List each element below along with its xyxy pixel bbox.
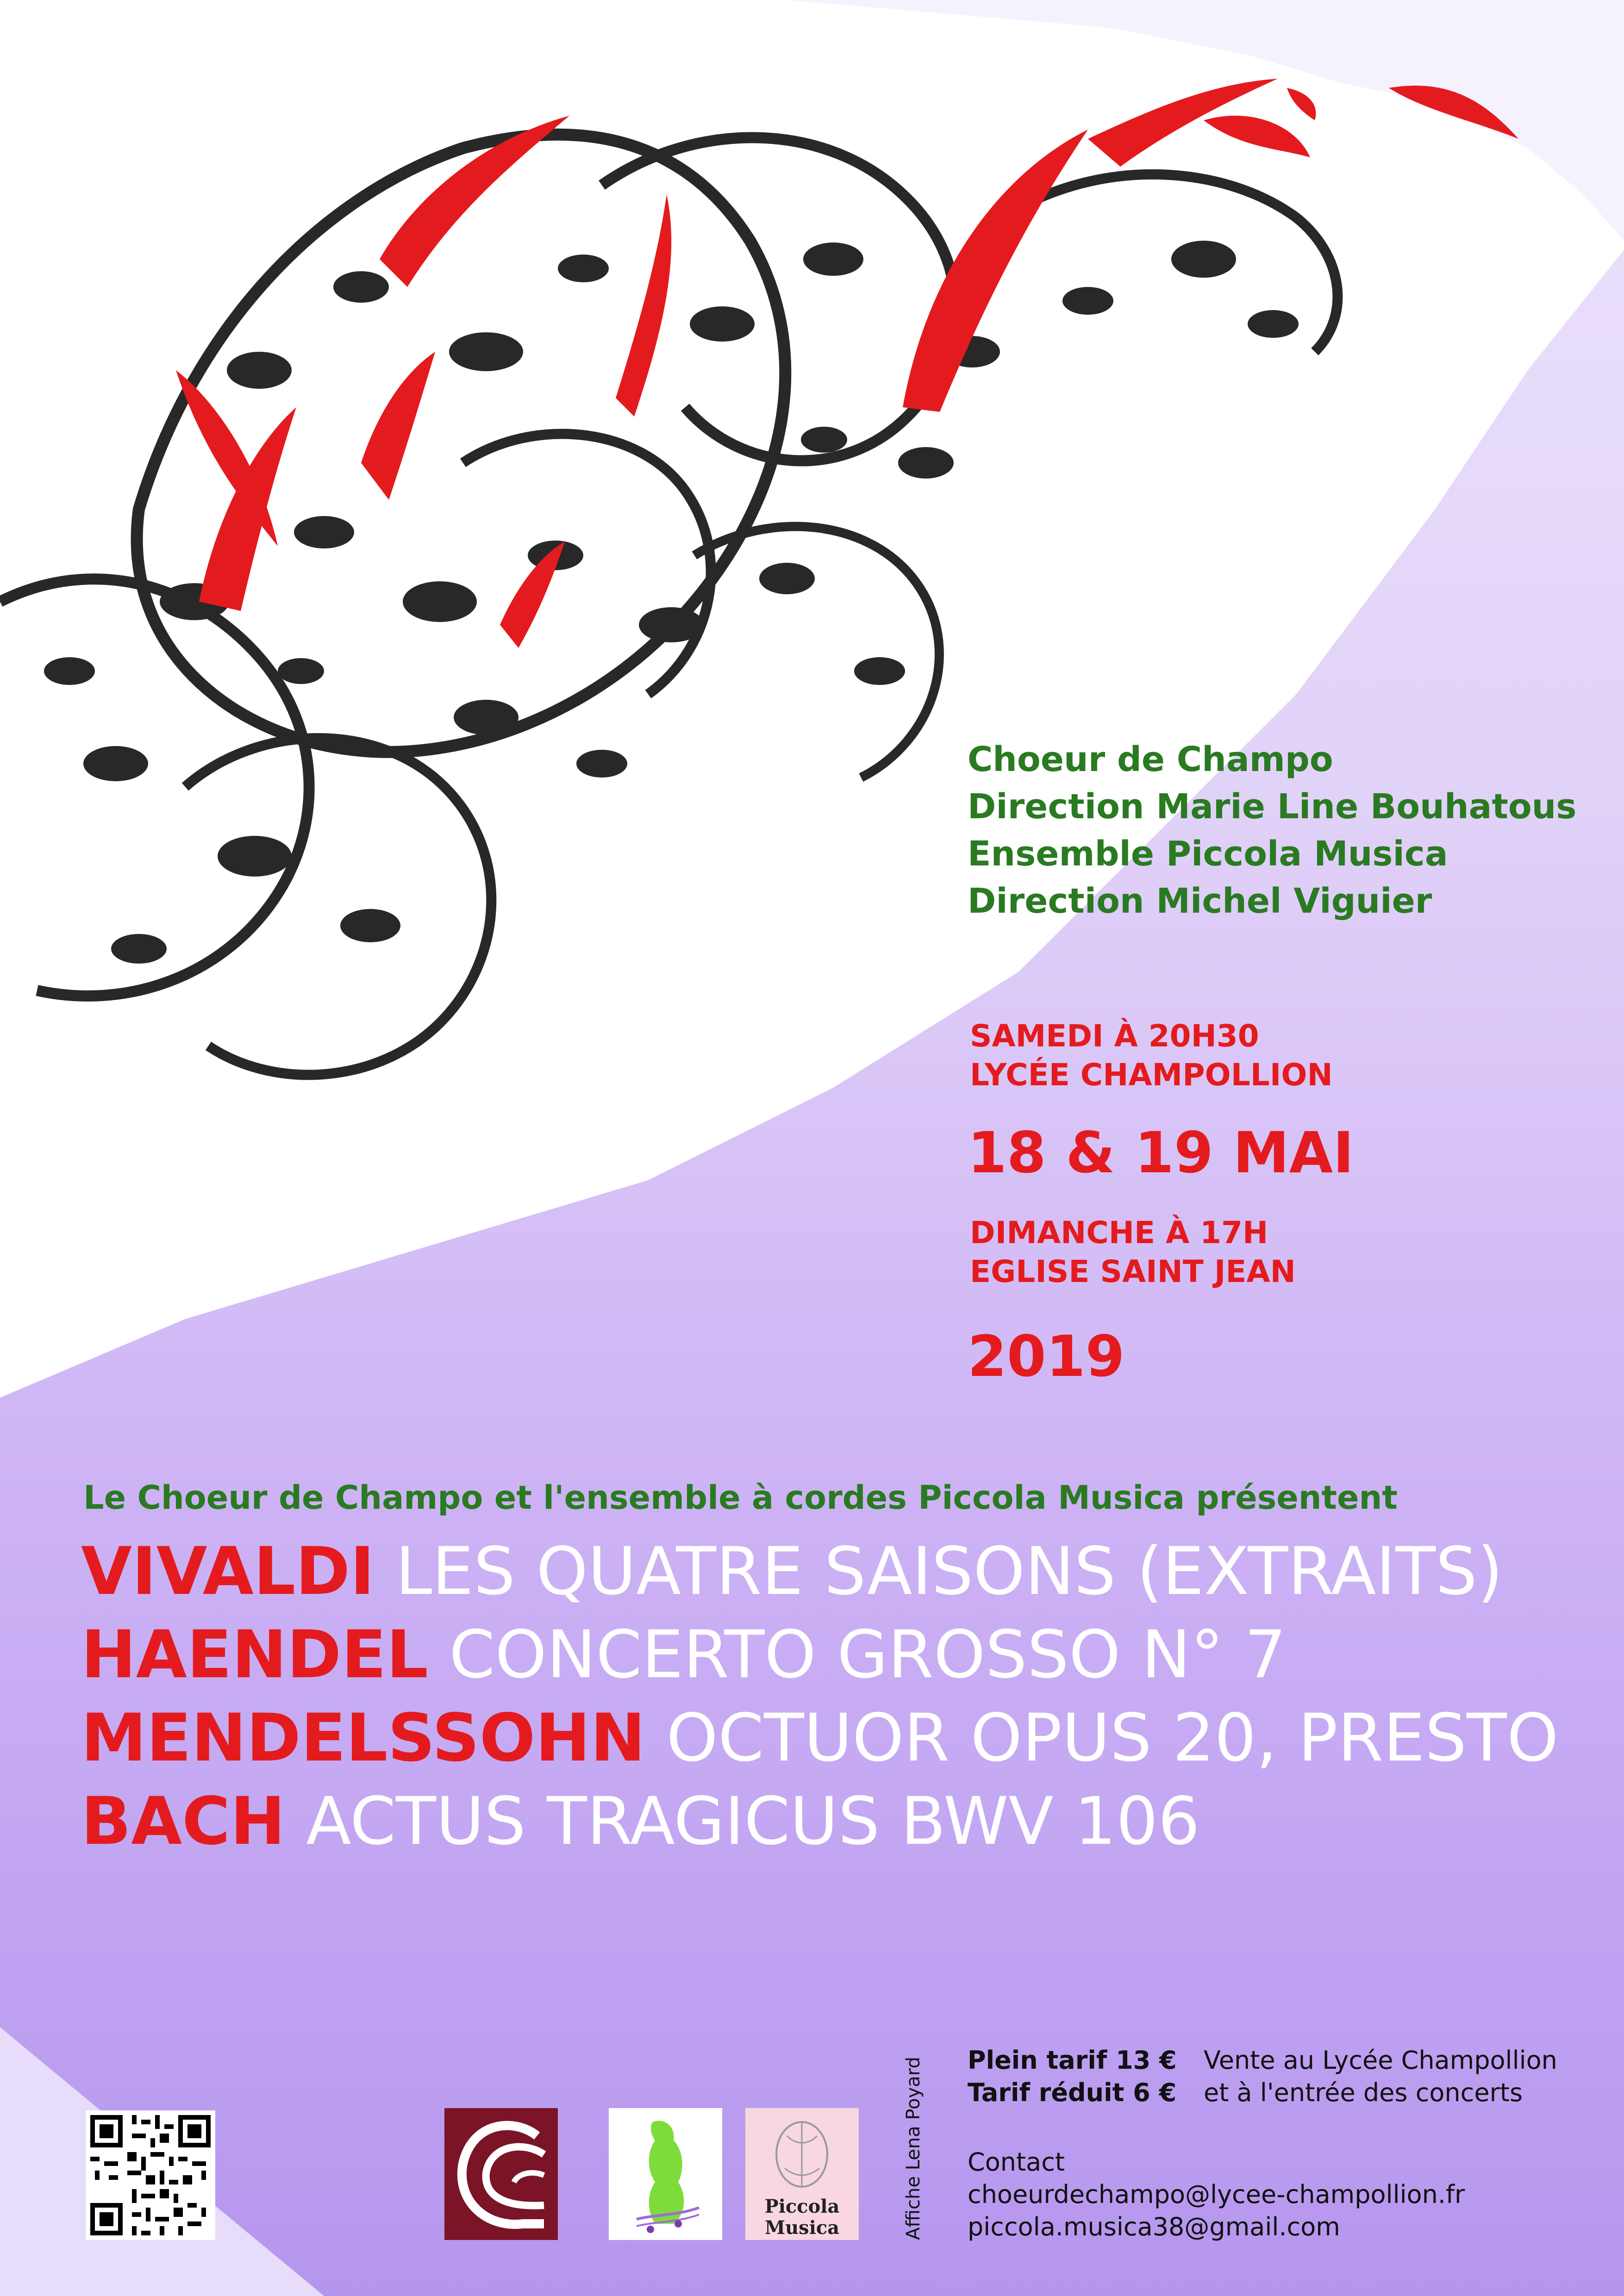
piccola-musica-logo-text xyxy=(745,2196,859,2239)
director-line: Direction Michel Viguier xyxy=(968,881,1432,921)
program-line xyxy=(81,1533,1503,1610)
sunday-venue: EGLISE SAINT JEAN xyxy=(970,1254,1296,1289)
work-title: CONCERTO GROSSO N° 7 xyxy=(449,1617,1287,1693)
directors-block xyxy=(968,736,1576,925)
piccola-musica-logo xyxy=(745,2108,859,2240)
director-line: Ensemble Piccola Musica xyxy=(968,834,1448,874)
contact-email-choeur[interactable]: choeurdechampo@lycee-champollion.fr xyxy=(968,2180,1465,2209)
piccola-line1: Piccola xyxy=(764,2196,840,2217)
violinist-statue-logo xyxy=(609,2108,722,2240)
composer-name: MENDELSSOHN xyxy=(81,1700,646,1776)
saturday-venue: LYCÉE CHAMPOLLION xyxy=(970,1057,1333,1093)
composer-name: HAENDEL xyxy=(81,1617,428,1693)
saturday-time: SAMEDI À 20H30 xyxy=(970,1018,1259,1054)
work-title: OCTUOR OPUS 20, PRESTO xyxy=(666,1700,1559,1776)
concert-dates: 18 & 19 MAI xyxy=(968,1120,1354,1186)
composer-name: VIVALDI xyxy=(81,1533,375,1610)
poster-credit: Affiche Lena Poyard xyxy=(903,2057,924,2240)
program-line xyxy=(81,1617,1287,1693)
full-price: Plein tarif 13 € xyxy=(968,2046,1177,2075)
intro-text: Le Choeur de Champo et l'ensemble à cordes Piccola Musica présentent xyxy=(83,1479,1398,1517)
sunday-time: DIMANCHE À 17H xyxy=(970,1215,1268,1251)
sale-info-line1: Vente au Lycée Champollion xyxy=(1204,2046,1557,2075)
choeur-champo-logo xyxy=(444,2108,558,2240)
contact-email-piccola[interactable]: piccola.musica38@gmail.com xyxy=(968,2212,1340,2241)
piccola-line2: Musica xyxy=(764,2217,840,2239)
director-line: Direction Marie Line Bouhatous xyxy=(968,787,1577,827)
work-title: LES QUATRE SAISONS (EXTRAITS) xyxy=(395,1533,1503,1610)
composer-name: BACH xyxy=(81,1783,286,1860)
program-line xyxy=(81,1700,1559,1776)
qr-code-icon[interactable] xyxy=(86,2110,215,2240)
reduced-price: Tarif réduit 6 € xyxy=(968,2078,1177,2107)
contact-label: Contact xyxy=(968,2147,1065,2177)
sale-info-line2: et à l'entrée des concerts xyxy=(1204,2078,1523,2107)
concert-year: 2019 xyxy=(968,1324,1125,1389)
program-line xyxy=(81,1783,1200,1860)
work-title: ACTUS TRAGICUS BWV 106 xyxy=(306,1783,1200,1860)
director-line: Choeur de Champo xyxy=(968,740,1333,779)
